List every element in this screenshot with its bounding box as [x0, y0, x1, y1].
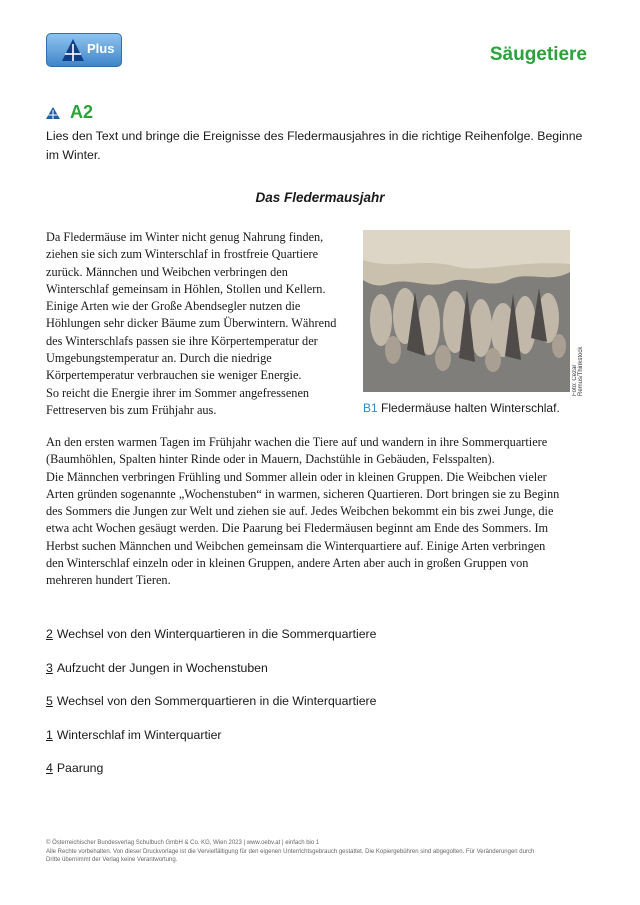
task-triangle-icon: [46, 107, 60, 119]
paragraph-2-line: Arten gründen sogenannte „Wochenstuben“ in warmen, sicheren Quartieren. Dort bringen sie zu Beginn: [46, 486, 560, 501]
subject-title: Säugetiere: [489, 44, 587, 65]
paragraph-1-line: Winterschlaf gemeinsam in Höhlen, Stollen und Kellern.: [46, 281, 326, 296]
list-item: [46, 661, 377, 695]
publisher-logo: [46, 33, 122, 67]
item-number: 3: [46, 660, 53, 675]
page-footer: [46, 839, 596, 865]
item-text: Winterschlaf im Winterquartier: [56, 727, 222, 742]
item-text: Wechsel von den Winterquartieren in die Sommerquartiere: [56, 627, 377, 641]
item-text: Aufzucht der Jungen in Wochenstuben: [56, 660, 268, 675]
item-number: 2: [46, 627, 53, 641]
article-title: Das Fledermausjahr: [255, 190, 385, 205]
task-label: A2: [70, 102, 94, 122]
paragraph-1-line: Höhlungen sehr dicker Bäume zum Überwintern. Während: [46, 316, 337, 331]
item-number: 5: [46, 694, 53, 708]
item-number: 1: [46, 727, 53, 742]
paragraph-2-line: Die Männchen verbringen Frühling und Sommer allein oder in kleinen Gruppen. Die Weibchen vieler: [46, 469, 547, 484]
article-paragraph-2: [46, 434, 601, 590]
triangle-logo-icon: [61, 38, 85, 62]
paragraph-1-line: ziehen sie sich zum Winterschlaf in frostfreie Quartiere: [46, 247, 319, 262]
item-number: 4: [46, 761, 53, 775]
paragraph-1-line: Fettreserven bis zum Frühjahr aus.: [46, 402, 217, 417]
paragraph-2-line: mehreren hundert Tieren.: [46, 573, 171, 588]
event-order-list: [46, 627, 377, 795]
figure-label: B1: [363, 401, 378, 415]
article-paragraph-1: [46, 229, 346, 419]
hibernating-bats-image: [363, 230, 570, 392]
paragraph-2-line: den Winterschlaf einzeln oder in kleinen Gruppen, andere Arten aber auch in großen Gruppen von: [46, 556, 529, 571]
task-heading: [46, 102, 93, 123]
figure-caption: [363, 401, 560, 415]
footer-rights: Alle Rechte vorbehalten. Von dieser Druckvorlage ist die Vervielfältigung für den eigenen Unterrichtsgebrauch gestattet. Die Kopiergebühren sind abgegolten. Für Veränderungen durch: [46, 848, 535, 855]
list-item: [46, 627, 377, 661]
paragraph-2-line: etwa acht Wochen gesäugt werden. Die Paarung bei Fledermäusen beginnt am Ende des Sommers. Im: [46, 521, 549, 536]
paragraph-1-line: Umgebungstemperatur an. Durch die niedrige: [46, 351, 272, 366]
paragraph-1-line: Körpertemperatur verbrauchen sie weniger Energie.: [46, 368, 302, 383]
figure-caption-text: Fledermäuse halten Winterschlaf.: [381, 401, 560, 415]
item-text: Wechsel von den Sommerquartieren in die Winterquartiere: [56, 694, 377, 708]
paragraph-1-line: Da Fledermäuse im Winter nicht genug Nahrung finden,: [46, 230, 324, 244]
item-text: Paarung: [56, 761, 104, 775]
footer-disclaimer: Dritte übernimmt der Verlag keine Verantwortung.: [46, 857, 178, 863]
paragraph-1-line: zurück. Männchen und Weibchen verbringen den: [46, 264, 288, 279]
list-item: [46, 694, 377, 728]
list-item: [46, 761, 377, 795]
paragraph-2-line: (Baumhöhlen, Spalten hinter Rinde oder in Mauern, Dachstühle in Gebäuden, Felsspalten).: [46, 452, 495, 467]
paragraph-1-line: Einige Arten wie der Große Abendsegler nutzen die: [46, 299, 301, 314]
logo-text: Plus: [87, 41, 115, 56]
paragraph-1-line: So reicht die Energie ihrer im Sommer angefressenen: [46, 385, 310, 400]
list-item: [46, 728, 377, 762]
paragraph-2-line: Herbst suchen Männchen und Weibchen gemeinsam die Winterquartiere auf. Einige Arten verbringen: [46, 538, 546, 553]
photo-credit: Foto: Cezar Remus/Thinkstock: [572, 346, 584, 396]
bat-photo: [363, 230, 570, 392]
paragraph-2-line: des Sommers die Jungen zur Welt und ziehen sie auf. Jedes Weibchen bekommt ein bis zwei Junge, die: [46, 504, 554, 519]
footer-copyright: © Österreichischer Bundesverlag Schulbuch GmbH & Co. KG, Wien 2023 | www.oebv.at | einfach bio 1: [46, 840, 320, 846]
paragraph-1-line: des Winterschlafs passen sie ihre Körpertemperatur der: [46, 333, 318, 348]
task-instruction: Lies den Text und bringe die Ereignisse des Fledermausjahres in die richtige Reihenfolge. Beginne im Winter.: [46, 129, 583, 162]
paragraph-2-line: An den ersten warmen Tagen im Frühjahr wachen die Tiere auf und wandern in ihre Sommerquartiere: [46, 435, 548, 449]
